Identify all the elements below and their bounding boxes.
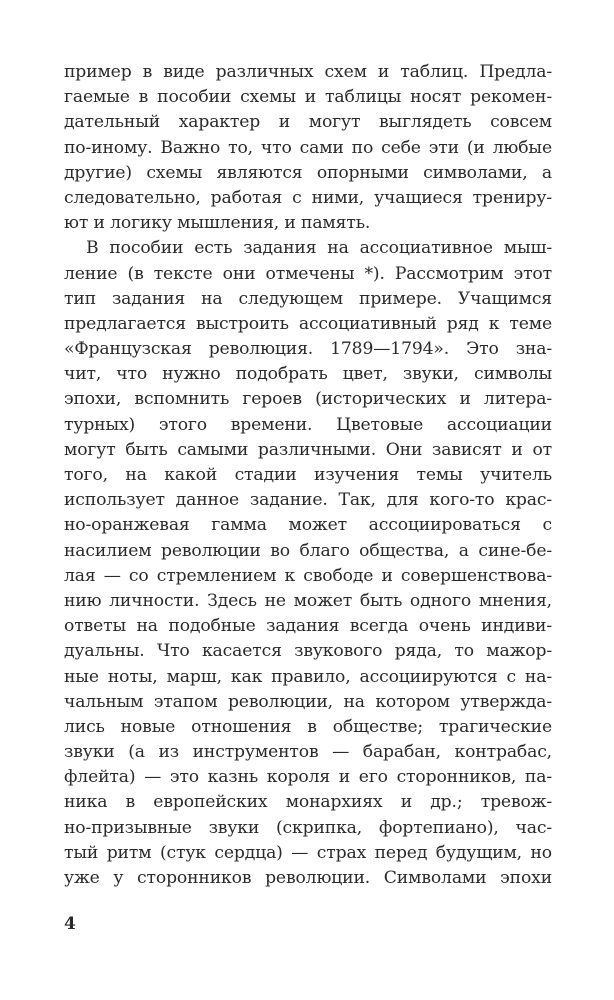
text-line: могут быть самыми различными. Они зависят и от bbox=[64, 439, 552, 460]
page-number: 4 bbox=[64, 914, 76, 934]
text-line: звуки (а из инструментов — барабан, контрабас, bbox=[64, 742, 552, 763]
text-line: использует данное задание. Так, для кого-то крас- bbox=[64, 490, 552, 511]
text-line: по-иному. Важно то, что сами по себе эти (и любые bbox=[64, 137, 552, 158]
text-line: ные ноты, марш, как правило, ассоциируются с на- bbox=[64, 666, 552, 687]
text-line: В пособии есть задания на ассоциативное мыш- bbox=[86, 238, 552, 259]
text-line: ление (в тексте они отмечены *). Рассмотрим этот bbox=[64, 263, 552, 284]
text-line: насилием революции во благо общества, а сине-бе- bbox=[64, 540, 552, 561]
text-line: уже у сторонников революции. Символами эпохи bbox=[64, 868, 552, 888]
text-line: лая — со стремлением к свободе и совершенствова- bbox=[64, 565, 552, 586]
page-body-text bbox=[64, 60, 552, 891]
text-line: того, на какой стадии изучения темы учитель bbox=[64, 465, 552, 485]
text-line: ют и логику мышления, и память. bbox=[64, 213, 371, 234]
text-line: предлагается выстроить ассоциативный ряд к теме bbox=[64, 313, 552, 334]
text-line: ответы на подобные задания всегда очень индиви- bbox=[64, 616, 552, 637]
text-line: лись новые отношения в обществе; трагические bbox=[64, 716, 552, 737]
text-line: эпохи, вспомнить героев (исторических и литера- bbox=[64, 389, 552, 410]
paragraph-1 bbox=[64, 60, 552, 236]
text-line: тип задания на следующем примере. Учащимся bbox=[64, 288, 552, 309]
text-line: флейта) — это казнь короля и его сторонников, па- bbox=[64, 767, 552, 788]
text-line: нию личности. Здесь не может быть одного мнения, bbox=[64, 590, 552, 611]
text-line: дуальны. Что касается звукового ряда, то мажор- bbox=[64, 641, 552, 662]
text-line: ника в европейских монархиях и др.; тревож- bbox=[64, 792, 552, 813]
text-line: но-призывные звуки (скрипка, фортепиано), час- bbox=[64, 817, 552, 838]
text-line: тый ритм (стук сердца) — страх перед будущим, но bbox=[64, 842, 552, 863]
text-line: дательный характер и могут выглядеть совсем bbox=[64, 112, 552, 133]
text-line: пример в виде различных схем и таблиц. Предла- bbox=[64, 62, 552, 82]
text-line: турных) этого времени. Цветовые ассоциации bbox=[64, 414, 552, 435]
text-line: чит, что нужно подобрать цвет, звуки, символы bbox=[64, 364, 552, 385]
text-line: чальным этапом революции, на котором утвержда- bbox=[64, 691, 552, 712]
text-line: следовательно, работая с ними, учащиеся трениру- bbox=[64, 187, 552, 208]
text-line: другие) схемы являются опорными символами, а bbox=[64, 162, 552, 183]
text-line: «Французская революция. 1789—1794». Это зна- bbox=[64, 339, 552, 360]
paragraph-2 bbox=[64, 236, 552, 891]
text-line: но-оранжевая гамма может ассоциироваться с bbox=[64, 515, 552, 536]
text-line: гаемые в пособии схемы и таблицы носят рекомен- bbox=[64, 87, 552, 108]
